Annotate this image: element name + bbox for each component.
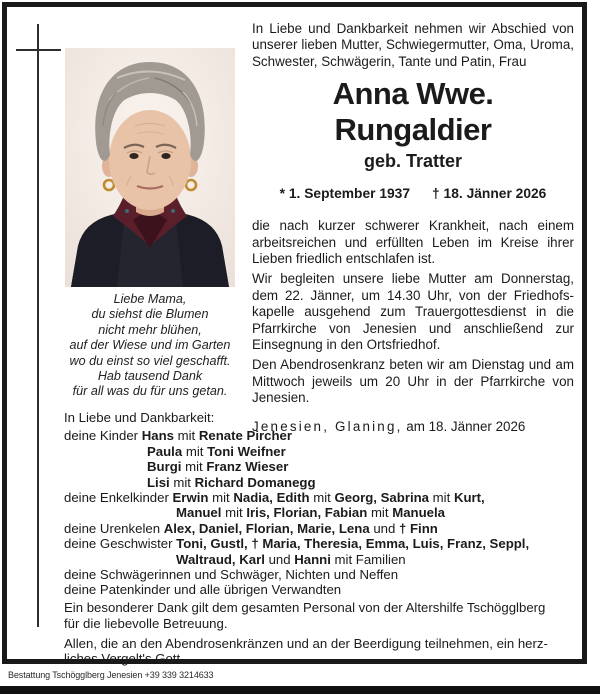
thanks-line: liches Vergelt's Gott. — [64, 651, 184, 667]
birth-date: * 1. September 1937 — [279, 186, 411, 202]
announcement-date: am 18. Jänner 2026 — [406, 418, 526, 434]
page-bottom-bar — [0, 686, 600, 694]
portrait-illustration — [65, 48, 235, 287]
poem-line: du siehst die Blumen — [91, 307, 209, 322]
thanks-paragraph-care — [64, 600, 580, 632]
family-line: Lisi mit Richard Domanegg — [147, 474, 316, 490]
family-line: deine Urenkelen Alex, Daniel, Florian, Marie, Lena und † Finn — [64, 520, 438, 536]
funeral-paragraph: Wir begleiten unsere liebe Mutter am Donnerstag, dem 22. Jänner, um 14.30 Uhr, von der Friedhofskapelle ausgehend zum Trauergottesdienst in die Pfarrkirche von Jenesien und anschließend zur Einsegnung in den Ortsfriedhof. — [252, 271, 574, 353]
thanks-block — [64, 600, 580, 671]
death-date: † 18. Jänner 2026 — [432, 186, 547, 202]
poem-line: für all was du für uns getan. — [72, 384, 228, 399]
thanks-line: Allen, die an den Abendrosenkränzen und an der Beerdigung teilnehmen, ein herz- — [64, 635, 548, 651]
deceased-name: Anna Wwe. Rungaldier — [332, 76, 494, 148]
family-line: Manuel mit Iris, Florian, Fabian mit Manuela — [176, 505, 445, 521]
memorial-cross-horizontal — [16, 49, 61, 51]
poem-line: Hab tausend Dank — [97, 369, 203, 384]
poem-line: nicht mehr blühen, — [98, 322, 202, 337]
memorial-poem — [40, 292, 260, 400]
family-line: deine Enkelkinder Erwin mit Nadia, Edith mit Georg, Sabrina mit Kurt, — [64, 490, 485, 506]
family-line: Waltraud, Karl und Hanni mit Familien — [176, 551, 406, 567]
place-names: Jenesien, Glaning, — [252, 418, 403, 434]
maiden-name: geb. Tratter — [363, 151, 463, 172]
memorial-cross-vertical — [37, 24, 39, 627]
poem-line: auf der Wiese und im Garten — [69, 338, 231, 353]
family-line: deine Kinder Hans mit Renate Pircher — [64, 428, 292, 444]
family-list — [64, 410, 580, 598]
family-line: deine Schwägerinnen und Schwäger, Nichten und Neffen — [64, 567, 399, 583]
family-line: deine Geschwister Toni, Gustl, † Maria, Theresia, Emma, Luis, Franz, Seppl, — [64, 536, 530, 552]
poem-line: wo du einst so viel geschafft. — [69, 353, 231, 368]
funeral-home-footer: Bestattung Tschögglberg Jenesien +39 339 3214633 — [8, 670, 214, 680]
rosary-paragraph: Den Abendrosenkranz beten wir am Dienstag und am Mittwoch jeweils um 20 Uhr in der Pfarrkirche von Jenesien. — [252, 357, 574, 406]
poem-line: Liebe Mama, — [113, 292, 187, 306]
family-line: Burgi mit Franz Wieser — [147, 459, 289, 475]
thanks-line: für die liebevolle Betreuung. — [64, 615, 228, 631]
family-heading: In Liebe und Dankbarkeit: — [64, 410, 215, 425]
thanks-line: Ein besonderer Dank gilt dem gesamten Personal von der Altershilfe Tschögglberg — [64, 600, 546, 615]
life-dates — [252, 185, 574, 203]
portrait-photo — [65, 48, 235, 287]
family-line: Paula mit Toni Weifner — [147, 443, 286, 459]
death-paragraph: die nach kurzer schwerer Krankheit, nach einem arbeitsreichen und erfüllten Leben im Kreise ihrer Lieben friedlich entschlafen ist. — [252, 218, 574, 267]
thanks-paragraph-attendance — [64, 636, 580, 668]
announcement-column — [252, 21, 574, 435]
intro-paragraph: In Liebe und Dankbarkeit nehmen wir Abschied von unserer lieben Mutter, Schwiegermutter, Oma, Uroma, Schwester, Schwägerin, Tante und Patin, Frau — [252, 21, 574, 69]
family-line: deine Patenkinder und alle übrigen Verwandten — [64, 582, 342, 598]
